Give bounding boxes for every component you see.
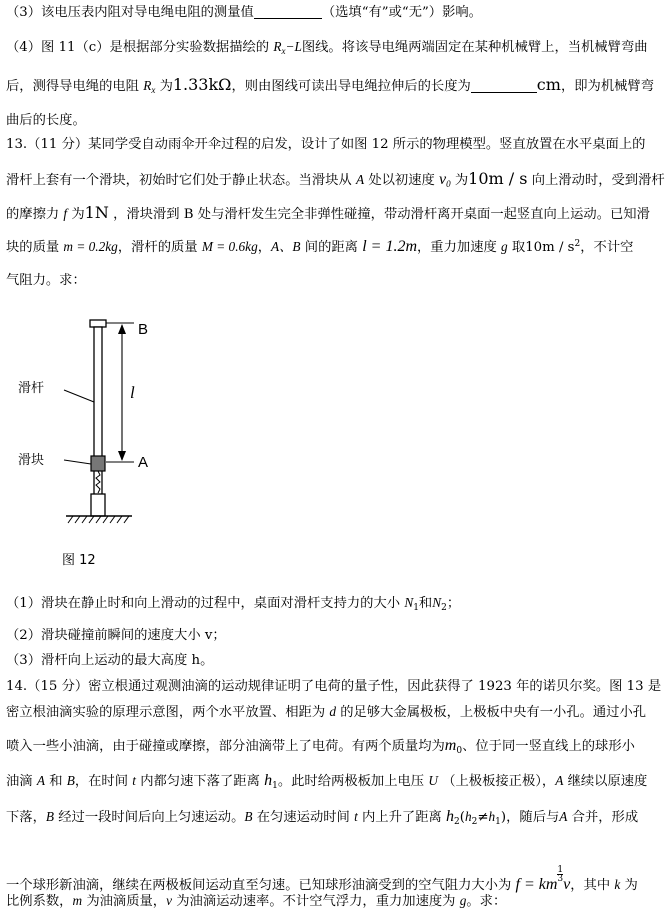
q14-line4: 油滴 A 和 B，在时间 t 内都匀速下落了距离 $h_1$。此时给两极板加上电压 U （上极板接正极），A 继续以原速度 (6, 772, 648, 791)
q13-line1: 13.（11 分）某同学受自动雨伞开伞过程的启发，设计了如图 12 所示的物理模型。竖直放置在水平桌面上的 (6, 137, 646, 152)
q12-part3: （3）该电压表内阻对导电绳电阻的测量值 （选填“有”或“无”）影响。 (6, 5, 482, 20)
rod-base (91, 494, 105, 516)
label-b: B (138, 321, 149, 338)
q13-sub1: （1）滑块在静止时和向上滑动的过程中，桌面对滑杆支持力的大小 $N_1$和$N_2$； (6, 595, 461, 613)
label-l: l (130, 383, 135, 402)
q14-line5: 下落，B 经过一段时间后向上匀速运动。B 在匀速运动时间 t 内上升了距离 $h_2(h_2\ne h_1)$，随后与A 合并，形成 (6, 808, 639, 827)
figure-caption: 图 12 (62, 553, 96, 568)
q13-sub2: （2）滑块碰撞前瞬间的速度大小 v； (6, 628, 226, 643)
q14-line2: 密立根油滴实验的原理示意图，两个水平放置、相距为 d 的足够大金属极板，上极板中央有一小孔。通过小孔 (6, 704, 647, 720)
answer-blank-2[interactable] (471, 78, 537, 93)
block-leader (64, 460, 91, 464)
label-rod: 滑杆 (18, 381, 45, 396)
q12-part4-line1: （4）图 11（c）是根据部分实验数据描绘的 $R_x-L$图线。将该导电绳两端固定在某种机械臂上，当机械臂弯曲 (6, 39, 648, 56)
q12-part4-line2: 后，测得导电绳的电阻 $R_x$ 为1.33kΩ，则由图线可读出导电绳拉伸后的长度为 cm，即为机械臂弯 (6, 75, 655, 95)
rod-leader (64, 390, 94, 402)
q13-line3: 的摩擦力 f 为1N ，滑块滑到 B 处与滑杆发生完全非弹性碰撞，带动滑杆离开桌面一起竖直向上运动。已知滑 (6, 203, 650, 222)
label-block: 滑块 (18, 453, 45, 468)
q14-line3: 喷入一些小油滴，由于碰撞或摩擦，部分油滴带上了电荷。有两个质量均为$m_0$、位于同一竖直线上的球形小 (6, 737, 635, 756)
rod-cap (90, 320, 106, 327)
q14-line6: 一个球形新油滴，继续在两极板间运动直至匀速。已知球形油滴受到的空气阻力大小为 f = km $\frac{1}{3}$ v，其中 k 为 (6, 865, 638, 893)
q13-line2: 滑杆上套有一个滑块，初始时它们处于静止状态。当滑块从 A 处以初速度 $v_0$ 为10m / s 向上滑动时，受到滑杆 (6, 169, 665, 189)
exponent-fraction: $\frac{1}{3}$ (557, 865, 564, 884)
q13-sub3: （3）滑杆向上运动的最大高度 h。 (6, 653, 214, 668)
figure-12 (18, 312, 190, 574)
q13-line5: 气阻力。求： (6, 273, 86, 288)
label-a: A (138, 454, 149, 471)
q14-line1: 14.（15 分）密立根通过观测油滴的运动规律证明了电荷的量子性，因此获得了 1923 年的诺贝尔奖。图 13 是 (6, 679, 662, 694)
slide-block (91, 456, 105, 471)
q14-line7: 比例系数，m 为油滴质量，v 为油滴运动速率。不计空气浮力，重力加速度为 g。求： (6, 893, 507, 909)
slide-rod-diagram (18, 312, 190, 574)
answer-blank-1[interactable] (254, 4, 322, 19)
q12-part4-line3: 曲后的长度。 (6, 113, 86, 128)
q13-line4: 块的质量 m = 0.2kg，滑杆的质量 M = 0.6kg，A、B 间的距离 l = 1.2m，重力加速度 g 取$10m / s^2$，不计空 (6, 238, 634, 255)
